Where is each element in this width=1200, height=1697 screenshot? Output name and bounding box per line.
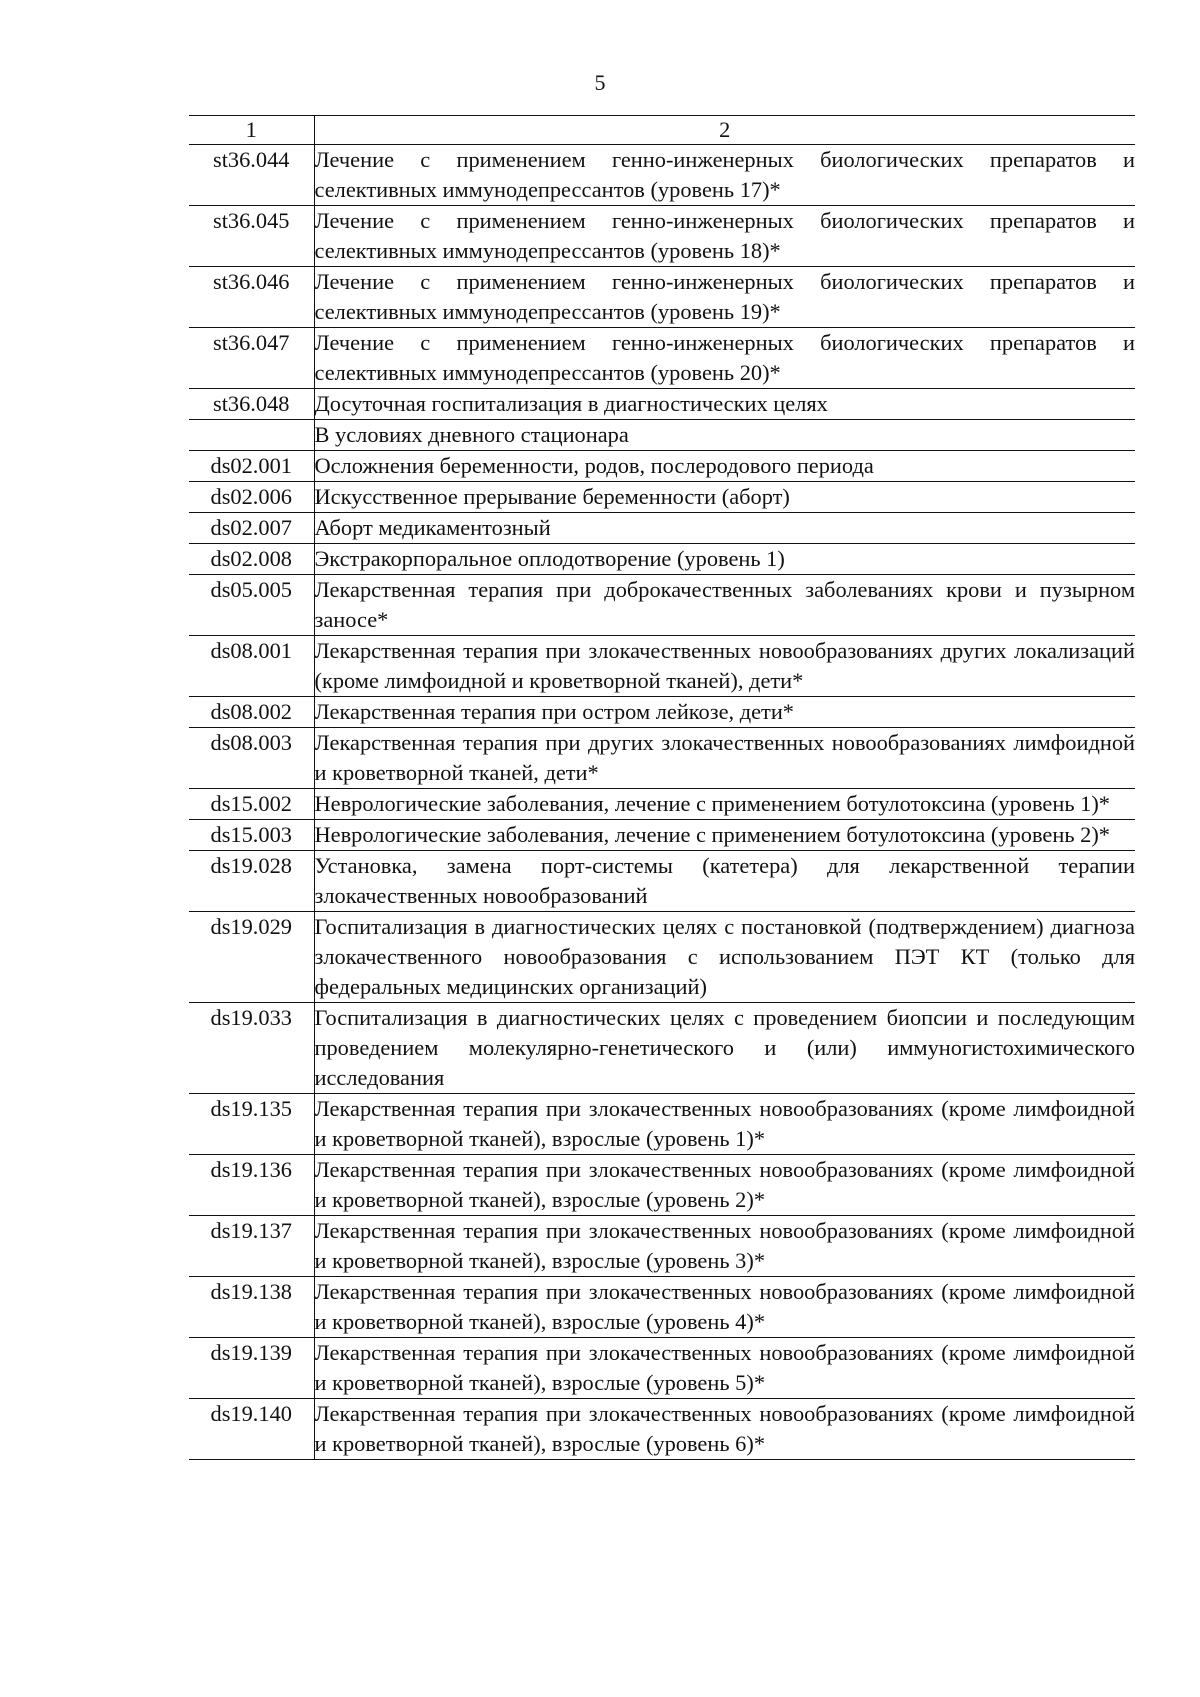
row-description: Аборт медикаментозный: [314, 513, 1135, 544]
row-code: ds19.137: [189, 1216, 314, 1277]
row-code: [189, 420, 314, 451]
row-description: Осложнения беременности, родов, послеродового периода: [314, 451, 1135, 482]
row-description: Лекарственная терапия при других злокачественных новообразованиях лимфоидной и кроветворной тканей, дети*: [314, 728, 1135, 789]
row-description: Экстракорпоральное оплодотворение (уровень 1): [314, 544, 1135, 575]
row-code: ds08.003: [189, 728, 314, 789]
row-description: Искусственное прерывание беременности (аборт): [314, 482, 1135, 513]
table-row: [189, 1155, 1135, 1216]
row-description: Лекарственная терапия при злокачественных новообразованиях (кроме лимфоидной и кроветворной тканей), взрослые (уровень 1)*: [314, 1094, 1135, 1155]
row-description: Установка, замена порт-системы (катетера) для лекарственной терапии злокачественных новообразований: [314, 851, 1135, 912]
row-description: Госпитализация в диагностических целях с проведением биопсии и последующим проведением молекулярно-генетического и (или) иммуногистохимического исследования: [314, 1003, 1135, 1094]
table-row: [189, 267, 1135, 328]
row-code: ds05.005: [189, 575, 314, 636]
row-description: Лекарственная терапия при доброкачественных заболеваниях крови и пузырном заносе*: [314, 575, 1135, 636]
table-row: [189, 1399, 1135, 1460]
table-row: [189, 697, 1135, 728]
table-row: [189, 328, 1135, 389]
row-description: Лечение с применением генно-инженерных биологических препаратов и селективных иммунодепрессантов (уровень 19)*: [314, 267, 1135, 328]
row-code: ds02.006: [189, 482, 314, 513]
table-row: [189, 1003, 1135, 1094]
row-description: Лекарственная терапия при остром лейкозе, дети*: [314, 697, 1135, 728]
row-description: Госпитализация в диагностических целях с постановкой (подтверждением) диагноза злокачественного новообразования с использованием ПЭТ КТ (только для федеральных медицинских организаций): [314, 912, 1135, 1003]
table-row: [189, 482, 1135, 513]
row-description: Лечение с применением генно-инженерных биологических препаратов и селективных иммунодепрессантов (уровень 18)*: [314, 206, 1135, 267]
row-description: Лекарственная терапия при злокачественных новообразованиях (кроме лимфоидной и кроветворной тканей), взрослые (уровень 4)*: [314, 1277, 1135, 1338]
row-description: Досуточная госпитализация в диагностических целях: [314, 389, 1135, 420]
row-code: st36.047: [189, 328, 314, 389]
table-body: [189, 145, 1135, 1460]
table-row: [189, 575, 1135, 636]
table-row: [189, 636, 1135, 697]
table-row: [189, 1216, 1135, 1277]
row-code: ds08.001: [189, 636, 314, 697]
row-code: ds02.001: [189, 451, 314, 482]
table-row: [189, 145, 1135, 206]
row-code: ds02.007: [189, 513, 314, 544]
row-code: ds15.003: [189, 820, 314, 851]
row-description: Лекарственная терапия при злокачественных новообразованиях (кроме лимфоидной и кроветворной тканей), взрослые (уровень 2)*: [314, 1155, 1135, 1216]
table-row: [189, 420, 1135, 451]
row-description: Лечение с применением генно-инженерных биологических препаратов и селективных иммунодепрессантов (уровень 17)*: [314, 145, 1135, 206]
row-description: Неврологические заболевания, лечение с применением ботулотоксина (уровень 1)*: [314, 789, 1135, 820]
row-description: Лекарственная терапия при злокачественных новообразованиях (кроме лимфоидной и кроветворной тканей), взрослые (уровень 3)*: [314, 1216, 1135, 1277]
row-code: ds19.028: [189, 851, 314, 912]
row-code: st36.045: [189, 206, 314, 267]
table-row: [189, 728, 1135, 789]
table-row: [189, 1094, 1135, 1155]
table-row: [189, 1338, 1135, 1399]
row-description: Лекарственная терапия при злокачественных новообразованиях других локализаций (кроме лимфоидной и кроветворной тканей), дети*: [314, 636, 1135, 697]
row-code: ds08.002: [189, 697, 314, 728]
table-row: [189, 912, 1135, 1003]
row-code: ds15.002: [189, 789, 314, 820]
row-code: ds19.140: [189, 1399, 314, 1460]
table-row: [189, 789, 1135, 820]
table-row: [189, 513, 1135, 544]
row-code: ds19.139: [189, 1338, 314, 1399]
table-header-row: [189, 116, 1135, 145]
table-row: [189, 389, 1135, 420]
row-code: ds19.033: [189, 1003, 314, 1094]
row-description: В условиях дневного стационара: [314, 420, 1135, 451]
row-code: ds19.029: [189, 912, 314, 1003]
row-code: ds19.138: [189, 1277, 314, 1338]
row-code: st36.044: [189, 145, 314, 206]
table-row: [189, 451, 1135, 482]
table-row: [189, 544, 1135, 575]
column-header-1: 1: [189, 116, 314, 145]
tariff-table: [189, 115, 1135, 1460]
column-header-2: 2: [314, 116, 1135, 145]
row-description: Лечение с применением генно-инженерных биологических препаратов и селективных иммунодепрессантов (уровень 20)*: [314, 328, 1135, 389]
row-description: Лекарственная терапия при злокачественных новообразованиях (кроме лимфоидной и кроветворной тканей), взрослые (уровень 6)*: [314, 1399, 1135, 1460]
table-row: [189, 206, 1135, 267]
page-number: 5: [594, 70, 606, 95]
row-description: Неврологические заболевания, лечение с применением ботулотоксина (уровень 2)*: [314, 820, 1135, 851]
table-row: [189, 820, 1135, 851]
row-description: Лекарственная терапия при злокачественных новообразованиях (кроме лимфоидной и кроветворной тканей), взрослые (уровень 5)*: [314, 1338, 1135, 1399]
row-code: st36.048: [189, 389, 314, 420]
row-code: ds19.136: [189, 1155, 314, 1216]
table-row: [189, 851, 1135, 912]
row-code: ds02.008: [189, 544, 314, 575]
row-code: st36.046: [189, 267, 314, 328]
table-row: [189, 1277, 1135, 1338]
row-code: ds19.135: [189, 1094, 314, 1155]
